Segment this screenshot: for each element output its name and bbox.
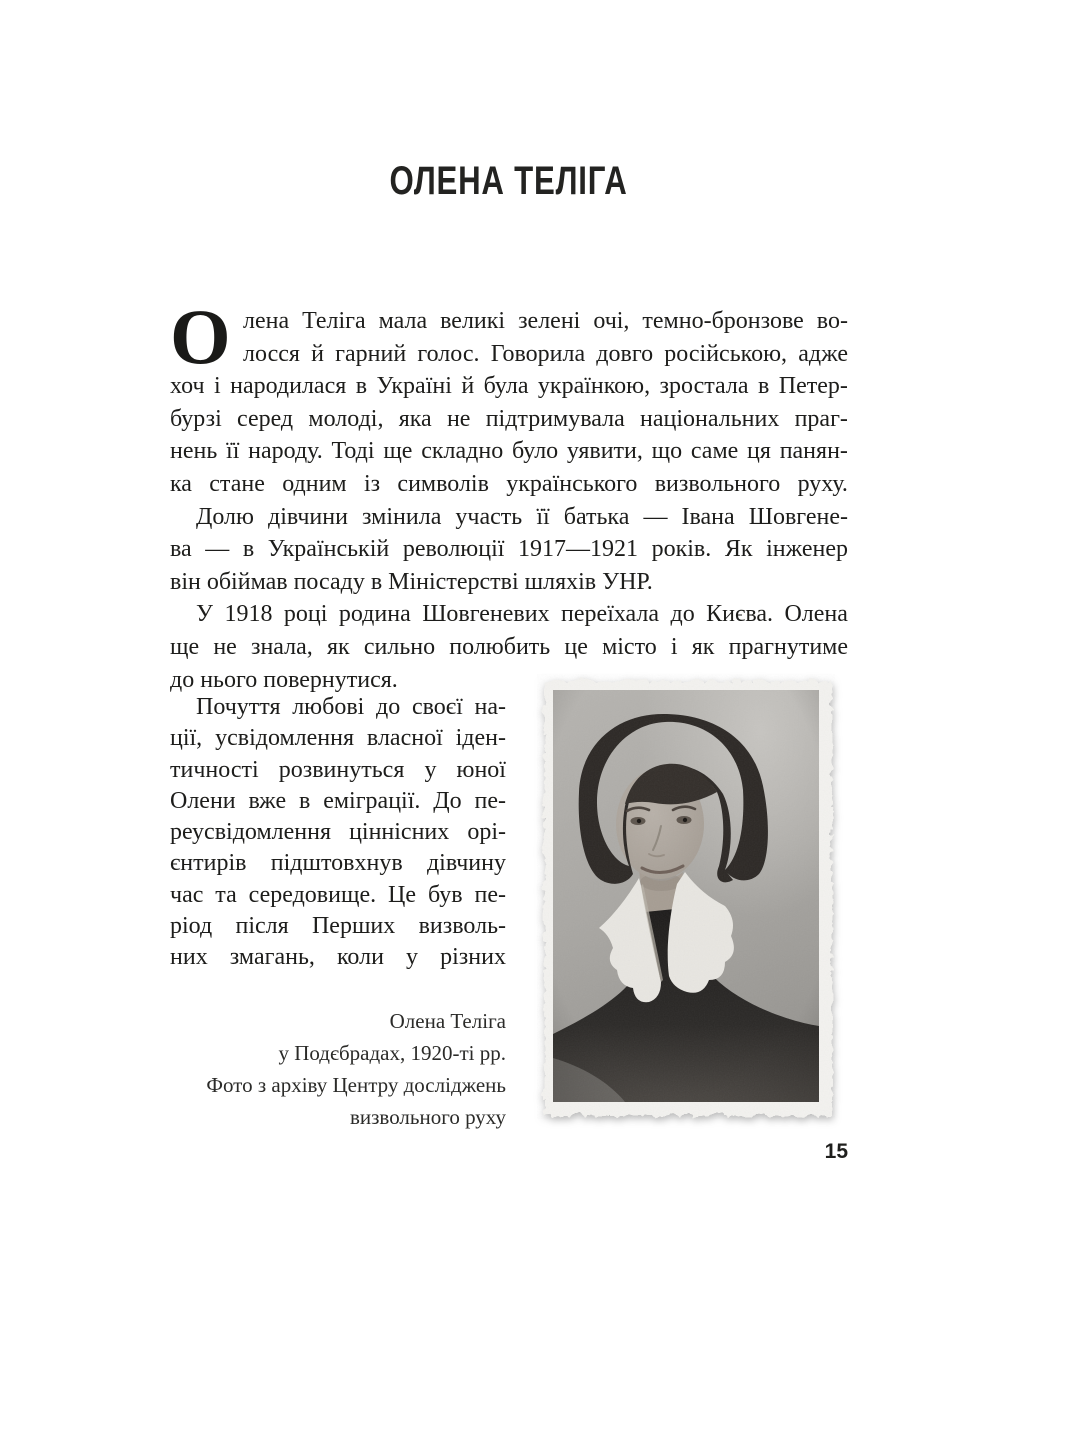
caption-line: визвольного руху [349, 1105, 506, 1129]
photo-caption [170, 1005, 506, 1133]
column-wide [170, 293, 848, 696]
text-line: хоч і народилася в Україні й була українкою, зростала в Петер- [170, 373, 848, 400]
text-line: нень її народу. Тоді ще складно було уявити, що саме ця панян- [170, 438, 848, 465]
portrait-photo [537, 674, 835, 1119]
paragraph-p2 [170, 501, 848, 599]
paragraph-p4 [170, 692, 506, 974]
text-line: ка стане одним із символів українського визвольного руху. [170, 470, 848, 497]
text-line: він обіймав посаду в Міністерстві шляхів УНР. [170, 568, 653, 595]
text-line: лена Теліга мала великі зелені очі, темно-бронзове во- [243, 308, 848, 334]
text-line: єнтирів підштовхнув дівчину [170, 850, 506, 877]
text-line: ріод після Перших визволь- [170, 913, 506, 940]
drop-cap: О [170, 293, 231, 380]
text-line: Почуття любові до своєї на- [196, 694, 506, 720]
chapter-title [170, 159, 848, 204]
column-narrow [170, 692, 506, 974]
text-line: бурзі серед молоді, яка не підтримувала національних праг- [170, 405, 848, 432]
text-line: Долю дівчини змінила участь її батька — Івана Шовгене- [196, 503, 848, 530]
text-line: час та середовище. Це був пе- [170, 881, 506, 908]
page-number: 15 [824, 1140, 848, 1163]
text-line: ції, усвідомлення власної іден- [170, 725, 506, 752]
chapter-title-text: ОЛЕНА ТЕЛІГА [390, 159, 628, 203]
photo-image [553, 690, 819, 1102]
text-line: Олени вже в еміграції. До пе- [170, 787, 506, 814]
text-line: У 1918 році родина Шовгеневих переїхала до Києва. Олена [196, 601, 848, 628]
caption-line: Олена Теліга [389, 1009, 506, 1033]
portrait-photo-graphic [537, 674, 835, 1119]
text-line: лосся й гарний голос. Говорила довго російською, адже [243, 340, 848, 367]
paragraph-p1 [170, 293, 848, 501]
text-line: реусвідомлення ціннісних орі- [170, 819, 506, 846]
text-line: них змагань, коли у різних [170, 944, 506, 971]
caption-line: у Подєбрадах, 1920-ті рр. [278, 1041, 506, 1065]
text-line: тичності розвинуться у юної [170, 756, 506, 783]
text-line: до нього повернутися. [170, 666, 398, 693]
text-line: ва — в Українській революції 1917—1921 років. Як інженер [170, 536, 848, 563]
caption-line: Фото з архіву Центру досліджень [206, 1073, 506, 1097]
text-line: ще не знала, як сильно полюбить це місто і як прагнутиме [170, 633, 848, 660]
